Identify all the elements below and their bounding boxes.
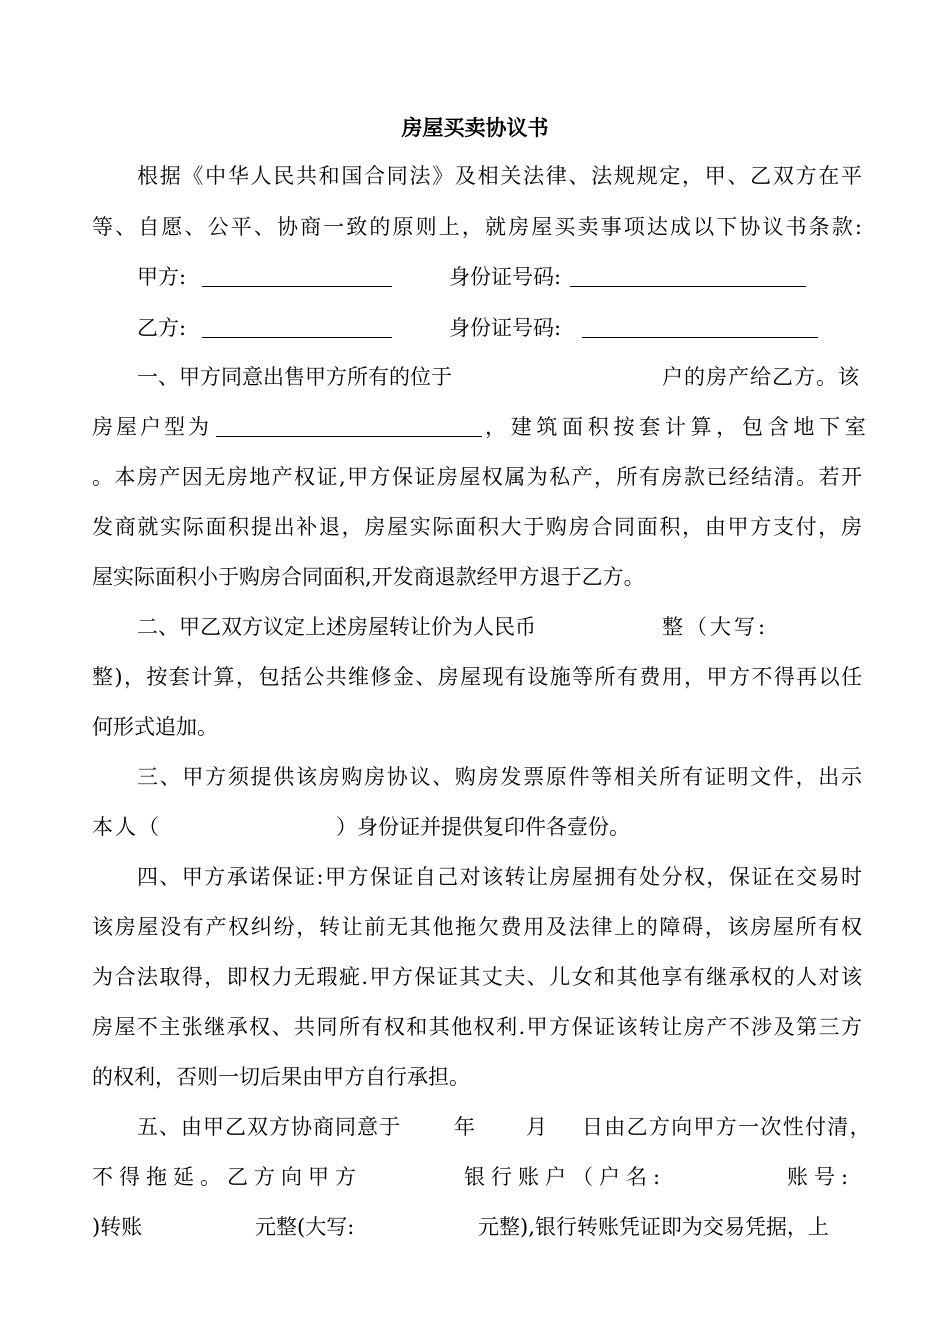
clause-5-text-3c: 元整),银行转账凭证即为交易凭据，上	[478, 1215, 829, 1239]
intro-line-1: 根据《中华人民共和国合同法》及相关法律、法规规定，甲、乙双方在平	[137, 164, 862, 188]
party-a-id-label: 身份证号码:	[449, 265, 562, 289]
party-b-label: 乙方:	[137, 316, 187, 340]
clause-5-text-2b: 银行账户（户名:	[464, 1165, 667, 1189]
clause-5-text-2c: 账号:	[787, 1165, 855, 1189]
intro-line-2: 等、自愿、公平、协商一致的原则上，就房屋买卖事项达成以下协议书条款:	[92, 215, 862, 239]
clause-1-line-4: 发商就实际面积提出补退，房屋实际面积大于购房合同面积，由甲方支付，房	[92, 515, 862, 539]
clause-5-text-2a: 不得拖延。乙方向甲方	[92, 1165, 362, 1189]
document-title: 房屋买卖协议书	[401, 115, 549, 140]
clause-4-line-4: 房屋不主张继承权、共同所有权和其他权利.甲方保证该转让房产不涉及第三方	[92, 1015, 862, 1039]
clause-5-line-1	[92, 1112, 872, 1142]
clause-1-layout-label: 房屋户型为	[92, 415, 212, 439]
clause-5-text-a: 五、由甲乙双方协商同意于	[137, 1115, 401, 1139]
clause-5-text-3b: 元整(大写:	[255, 1215, 355, 1239]
party-a-name-blank[interactable]	[202, 286, 392, 287]
party-a-id-blank[interactable]	[570, 286, 806, 287]
clause-5-text-3a: )转账	[92, 1215, 143, 1239]
clause-2-line-1	[92, 612, 862, 642]
party-b-id-label: 身份证号码:	[449, 316, 562, 340]
clause-5-line-2	[92, 1162, 862, 1192]
party-b-id-blank[interactable]	[582, 337, 818, 338]
layout-blank[interactable]	[216, 436, 482, 437]
clause-2-line-3: 何形式追加。	[92, 715, 218, 739]
clause-1-text-b: 户的房产给乙方。该	[662, 365, 860, 389]
clause-4-line-2: 该房屋没有产权纠纷，转让前无其他拖欠费用及法律上的障碍，该房屋所有权	[92, 915, 862, 939]
party-b-name-blank[interactable]	[202, 337, 392, 338]
clause-1-line-1	[92, 362, 862, 392]
clause-3-text-b: ）身份证并提供复印件各壹份。	[336, 815, 630, 839]
clause-5-year: 年	[454, 1115, 475, 1139]
clause-4-line-3: 为合法取得，即权力无瑕疵.甲方保证其丈夫、儿女和其他享有继承权的人对该	[92, 965, 862, 989]
party-a-row	[92, 262, 862, 292]
clause-1-text-a: 一、甲方同意出售甲方所有的位于	[137, 365, 452, 389]
clause-2-text-b: 整（大写:	[662, 615, 769, 639]
clause-2-text-a: 二、甲乙双方议定上述房屋转让价为人民币	[137, 615, 536, 639]
clause-3-line-2	[92, 812, 862, 842]
clause-5-line-3	[92, 1212, 862, 1242]
clause-3-text-a: 本人（	[92, 815, 161, 839]
clause-2-line-2: 整)，按套计算，包括公共维修金、房屋现有设施等所有费用，甲方不得再以任	[92, 665, 862, 689]
clause-3-line-1: 三、甲方须提供该房购房协议、购房发票原件等相关所有证明文件，出示	[137, 765, 862, 789]
party-b-row	[92, 313, 862, 343]
clause-1-line-2	[92, 412, 871, 442]
clause-5-text-d: 日由乙方向甲方一次性付清，	[582, 1115, 872, 1139]
clause-4-line-1: 四、甲方承诺保证:甲方保证自己对该转让房屋拥有处分权，保证在交易时	[137, 865, 862, 889]
clause-1-line-5: 屋实际面积小于购房合同面积,开发商退款经甲方退于乙方。	[92, 565, 645, 589]
party-a-label: 甲方:	[137, 265, 187, 289]
clause-5-month: 月	[526, 1115, 547, 1139]
clause-1-area-text: ，建筑面积按套计算，包含地下室	[485, 415, 871, 439]
clause-4-line-5: 的权利，否则一切后果由甲方自行承担。	[92, 1065, 470, 1089]
clause-1-line-3: 。本房产因无房地产权证,甲方保证房屋权属为私产，所有房款已经结清。若开	[92, 465, 862, 489]
